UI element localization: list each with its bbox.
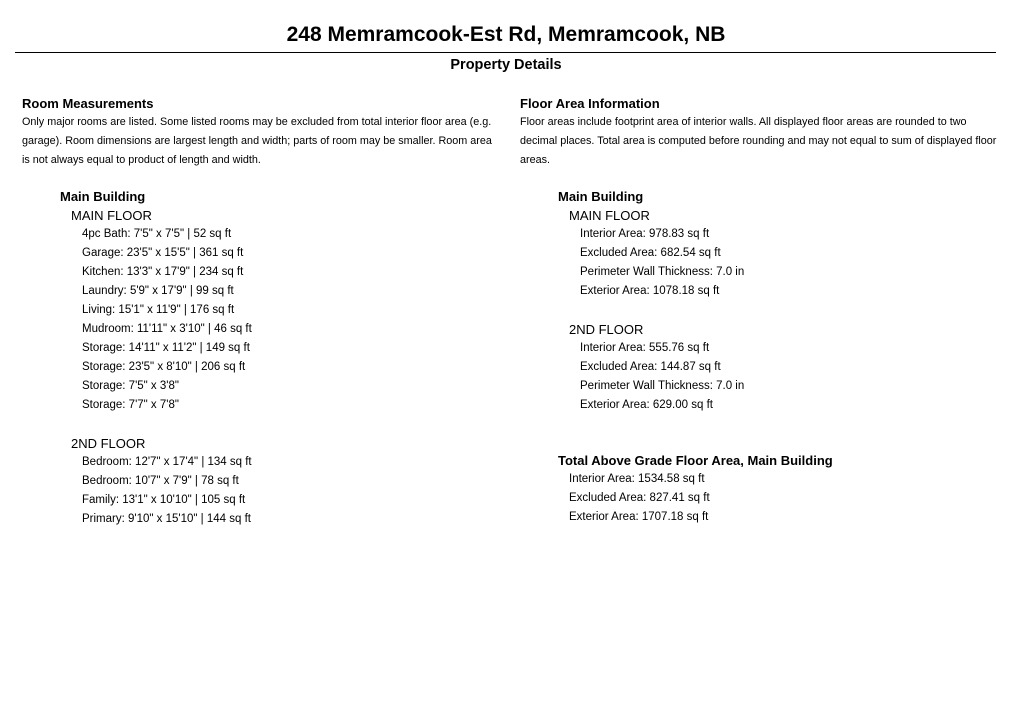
page-subtitle: Property Details [450,57,562,73]
total-area-entry: Interior Area: 1534.58 sq ft [569,473,705,485]
total-area-heading: Total Above Grade Floor Area, Main Building [558,453,833,468]
room-measurements-heading: Room Measurements [22,96,154,111]
room-measurements-note: Only major rooms are listed. Some listed rooms may be excluded from total interior floor area (e.g. garage). Room dimensions are largest length and width; parts of room may be smaller. Room area is not always equal to product of length and width. [22,116,492,166]
room-entry: Storage: 14'11" x 11'2" | 149 sq ft [82,342,250,354]
area-entry: Excluded Area: 144.87 sq ft [580,361,721,373]
area-entry: Exterior Area: 629.00 sq ft [580,399,713,411]
area-floor-second [569,320,1000,415]
room-entry: Family: 13'1" x 10'10" | 105 sq ft [82,494,246,506]
room-entry: Kitchen: 13'3" x 17'9" | 234 sq ft [82,266,244,278]
total-area-list [558,470,1000,527]
room-entry: Storage: 7'7" x 7'8" [82,399,179,411]
area-list [569,339,1000,415]
room-floor-title: 2ND FLOOR [71,436,146,451]
area-entry: Interior Area: 978.83 sq ft [580,228,710,240]
floor-area-heading: Floor Area Information [520,96,660,111]
area-floor-title: 2ND FLOOR [569,322,644,337]
area-entry: Perimeter Wall Thickness: 7.0 in [580,266,745,278]
area-entry: Interior Area: 555.76 sq ft [580,342,710,354]
area-building-block [558,187,1000,415]
room-floor-second [71,434,492,529]
page-title: 248 Memramcook-Est Rd, Memramcook, NB [286,23,726,46]
room-entry: Garage: 23'5" x 15'5" | 361 sq ft [82,247,244,259]
room-entry: Storage: 23'5" x 8'10" | 206 sq ft [82,361,246,373]
room-entry: 4pc Bath: 7'5" x 7'5" | 52 sq ft [82,228,232,240]
room-entry: Bedroom: 12'7" x 17'4" | 134 sq ft [82,456,252,468]
room-entry: Primary: 9'10" x 15'10" | 144 sq ft [82,513,251,525]
area-list [569,225,1000,301]
area-floor-main [569,206,1000,301]
title-divider [15,52,996,53]
room-floor-main [71,206,492,415]
room-entry: Storage: 7'5" x 3'8" [82,380,179,392]
area-building-title: Main Building [558,189,644,204]
room-floor-title: MAIN FLOOR [71,208,152,223]
room-building-block [60,187,492,529]
total-area-block [558,451,1000,527]
room-entry: Mudroom: 11'11" x 3'10" | 46 sq ft [82,323,252,335]
room-entry: Living: 15'1" x 11'9" | 176 sq ft [82,304,235,316]
area-entry: Exterior Area: 1078.18 sq ft [580,285,720,297]
room-list [71,453,492,529]
floor-area-note: Floor areas include footprint area of interior walls. All displayed floor areas are rounded to two decimal places. Total area is computed before rounding and may not equal to sum of displayed floor areas. [520,116,997,166]
area-entry: Perimeter Wall Thickness: 7.0 in [580,380,745,392]
total-area-entry: Exterior Area: 1707.18 sq ft [569,511,709,523]
room-list [71,225,492,415]
room-entry: Bedroom: 10'7" x 7'9" | 78 sq ft [82,475,239,487]
area-entry: Excluded Area: 682.54 sq ft [580,247,721,259]
area-floor-title: MAIN FLOOR [569,208,650,223]
total-area-entry: Excluded Area: 827.41 sq ft [569,492,710,504]
floor-area-section [520,95,1000,527]
room-building-title: Main Building [60,189,146,204]
room-measurements-section [22,95,492,529]
room-entry: Laundry: 5'9" x 17'9" | 99 sq ft [82,285,234,297]
